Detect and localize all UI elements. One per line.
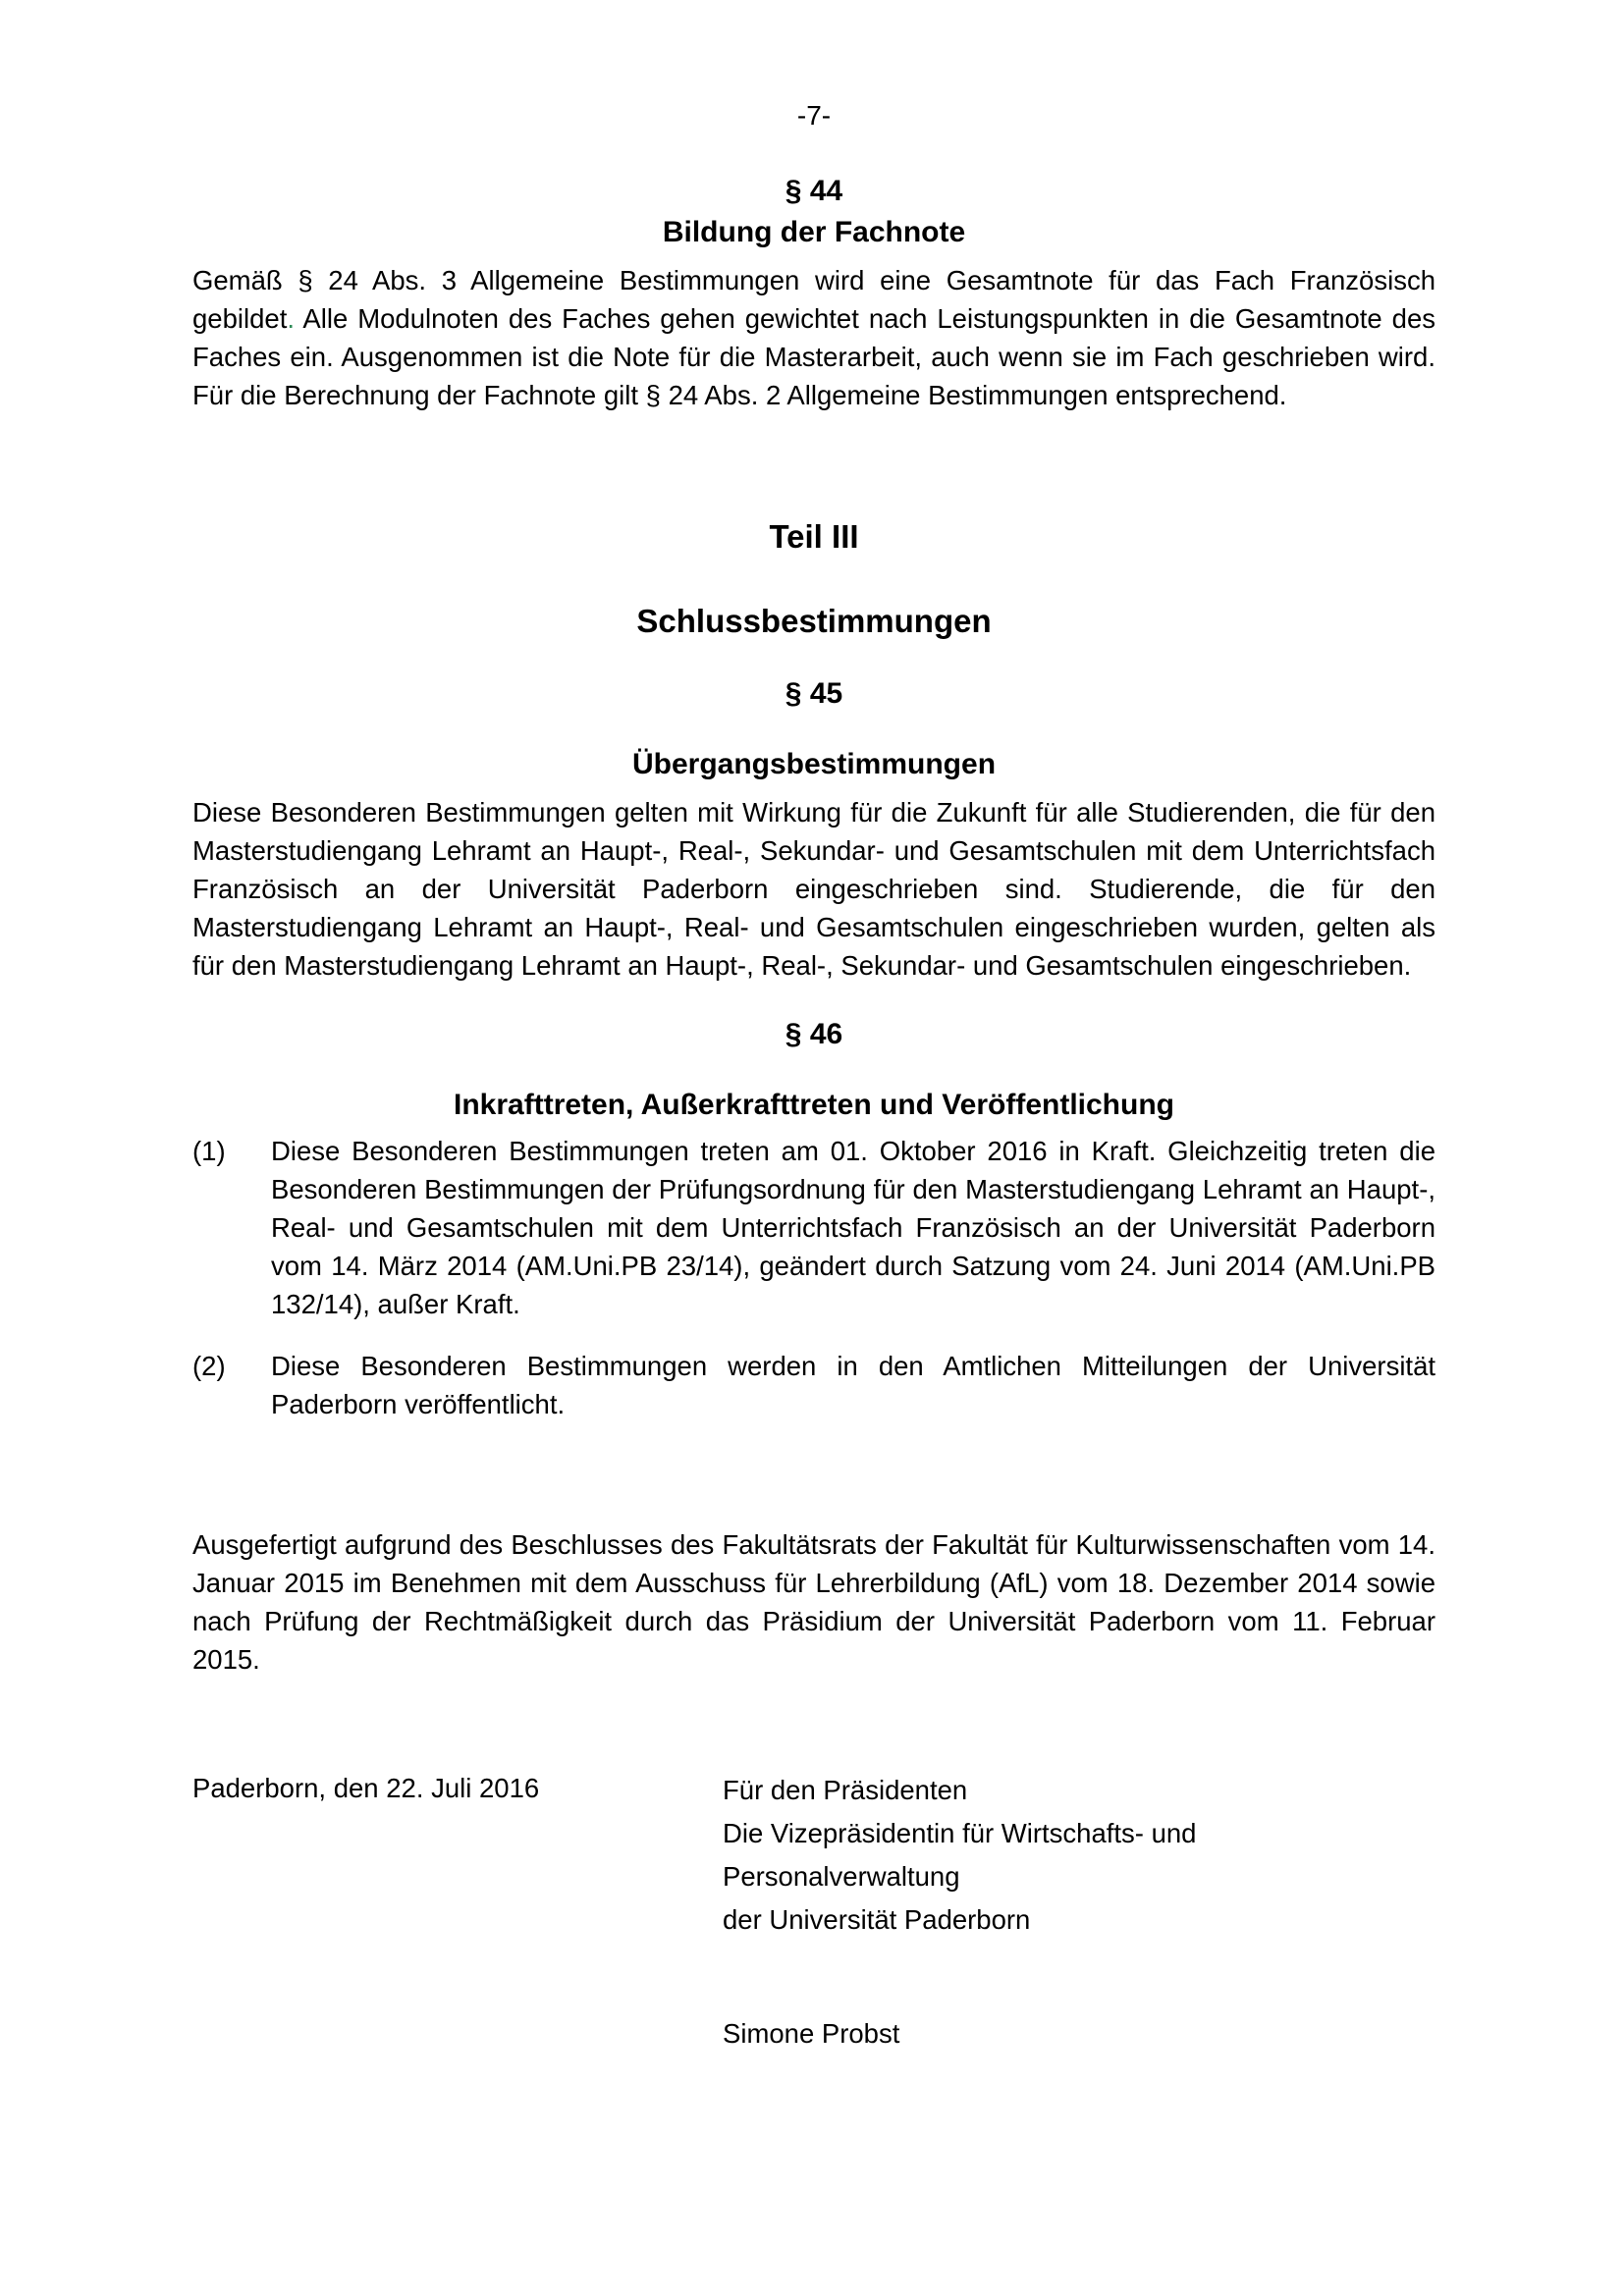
section-44-text-main: Gemäß § 24 Abs. 3 Allgemeine Bestimmungen wird eine Gesamtnote für das Fach Französisch gebildet	[192, 265, 1435, 334]
signatory-line-2: Die Vizepräsidentin für Wirtschafts- und Personalverwaltung	[723, 1818, 1197, 1892]
section-45-text: Diese Besonderen Bestimmungen gelten mit Wirkung für die Zukunft für alle Studierenden, die für den Masterstudiengang Lehramt an Haupt-, Real-, Sekundar- und Gesamtschulen mit dem Unterrichtsfach Französisch an der Universität Paderborn eingeschrieben sind. Studierende, die für den Masterstudiengang Lehramt an Haupt-, Real- und Gesamtschulen eingeschrieben wurden, gelten als für den Masterstudiengang Lehramt an Haupt-, Real-, Sekundar- und Gesamtschulen eingeschrieben.	[192, 797, 1435, 981]
signatory-title	[723, 1769, 1435, 1942]
section-44-text-dot: .	[287, 303, 295, 334]
section-44-number: § 44	[785, 175, 843, 207]
part-3-subtitle: Schlussbestimmungen	[636, 603, 992, 639]
section-46-number: § 46	[785, 1018, 843, 1050]
signatory-line-1: Für den Präsidenten	[723, 1775, 968, 1805]
section-44-text-rest: Alle Modulnoten des Faches gehen gewichtet nach Leistungspunkten in die Gesamtnote des Faches ein. Ausgenommen ist die Note für die Masterarbeit, auch wenn sie im Fach geschrieben wird. Für die Berechnung der Fachnote gilt § 24 Abs. 2 Allgemeine Bestimmungen entsprechend.	[192, 303, 1435, 410]
item-text: Diese Besonderen Bestimmungen werden in den Amtlichen Mitteilungen der Universität Paderborn veröffentlicht.	[271, 1351, 1435, 1419]
page-content	[192, 96, 1435, 2093]
section-44-text	[192, 261, 1435, 414]
signatory-name: Simone Probst	[723, 2018, 900, 2049]
signature-block	[192, 1769, 1435, 2093]
item-number: (1)	[192, 1136, 226, 1166]
closing-text: Ausgefertigt aufgrund des Beschlusses des Fakultätsrats der Fakultät für Kulturwissenschaften vom 14. Januar 2015 im Benehmen mit dem Ausschuss für Lehrerbildung (AfL) vom 18. Dezember 2014 sowie nach Prüfung der Rechtmäßigkeit durch das Präsidium der Universität Paderborn vom 11. Februar 2015.	[192, 1529, 1435, 1675]
section-45-number: § 45	[785, 677, 843, 710]
signatory-line-3: der Universität Paderborn	[723, 1904, 1031, 1935]
section-46-item-2	[192, 1347, 1435, 1423]
section-46-title: Inkrafttreten, Außerkrafttreten und Veröffentlichung	[454, 1089, 1174, 1121]
section-46-item-1	[192, 1132, 1435, 1323]
section-44-title: Bildung der Fachnote	[662, 216, 966, 248]
item-number: (2)	[192, 1351, 226, 1381]
section-45-title: Übergangsbestimmungen	[631, 748, 997, 780]
place-date: Paderborn, den 22. Juli 2016	[192, 1773, 540, 1803]
part-3-title: Teil III	[769, 518, 859, 555]
item-text: Diese Besonderen Bestimmungen treten am 01. Oktober 2016 in Kraft. Gleichzeitig treten die Besonderen Bestimmungen der Prüfungsordnung für den Masterstudiengang Lehramt an Haupt-, Real- und Gesamtschulen mit dem Unterrichtsfach Französisch an der Universität Paderborn vom 14. März 2014 (AM.Uni.PB 23/14), geändert durch Satzung vom 24. Juni 2014 (AM.Uni.PB 132/14), außer Kraft.	[271, 1136, 1435, 1319]
page-number: -7-	[796, 100, 832, 131]
